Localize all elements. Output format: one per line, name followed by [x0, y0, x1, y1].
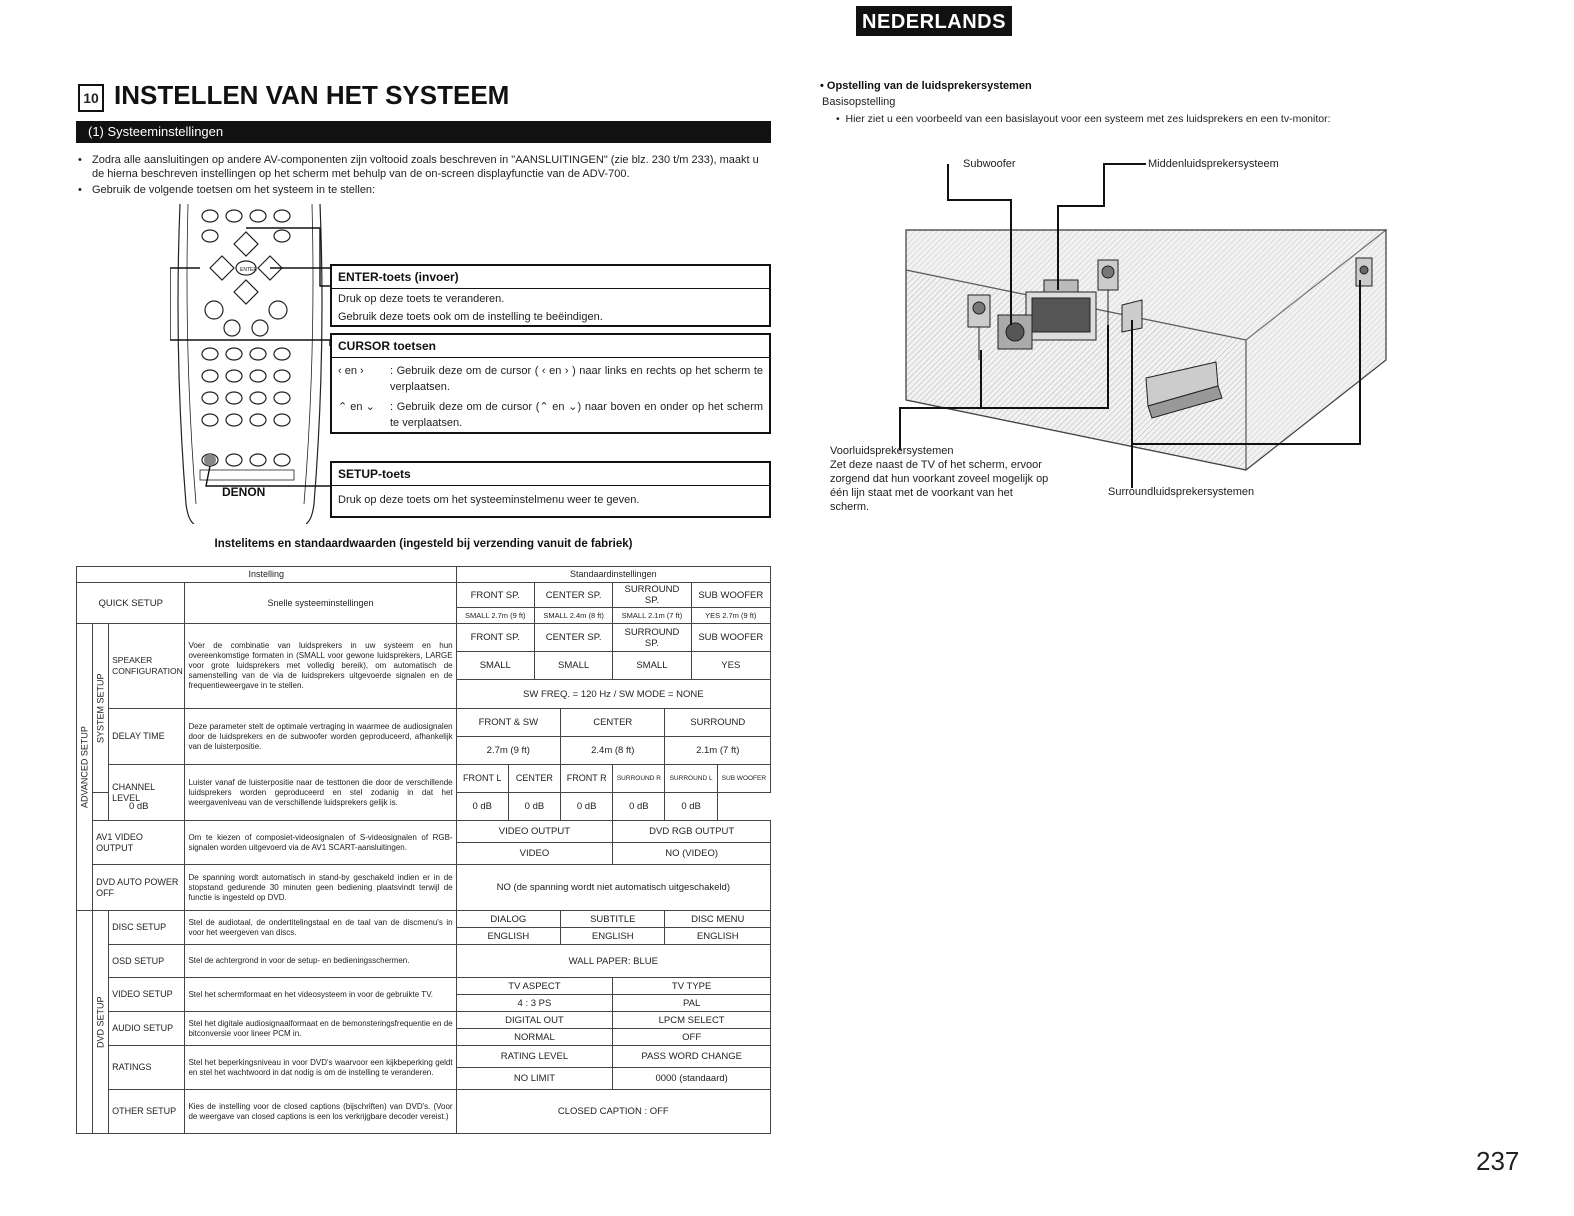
- table-cell: SURROUND SP.: [613, 583, 691, 608]
- table-cell: SMALL: [613, 652, 691, 680]
- table-cell: 0 dB: [665, 793, 717, 821]
- table-cell: 2.1m (7 ft): [665, 737, 771, 765]
- table-cell: ENGLISH: [665, 928, 771, 945]
- enter-key-line-2: Gebruik deze toets ook om de instelling te beëindigen.: [338, 311, 603, 323]
- delay-time-name: DELAY TIME: [109, 709, 185, 765]
- table-cell: 4 : 3 PS: [456, 995, 613, 1012]
- remote-control-illustration: [170, 204, 330, 524]
- table-cell: DVD RGB OUTPUT: [613, 821, 771, 843]
- label-center-speaker: Middenluidsprekersysteem: [1148, 158, 1279, 170]
- table-cell: DISC MENU: [665, 911, 771, 928]
- table-cell: WALL PAPER: BLUE: [456, 945, 770, 978]
- audio-setup-name: AUDIO SETUP: [109, 1012, 185, 1046]
- dvd-auto-power-off-name: DVD AUTO POWER OFF: [93, 865, 185, 911]
- label-front-speakers-desc: Zet deze naast de TV of het scherm, ervoor zorgend dat hun voorkant zoveel mogelijk op één lijn staat met de voorkant van het scherm.: [830, 459, 1049, 513]
- ratings-name: RATINGS: [109, 1046, 185, 1090]
- label-subwoofer: Subwoofer: [963, 158, 1016, 170]
- remote-brand: DENON: [222, 485, 266, 499]
- setup-key-text: Druk op deze toets om het systeeminstelmenu weer te geven.: [338, 494, 640, 506]
- osd-setup-name: OSD SETUP: [109, 945, 185, 978]
- group-spacer: [77, 911, 93, 1134]
- disc-setup-name: DISC SETUP: [109, 911, 185, 945]
- table-cell: SMALL 2.1m (7 ft): [613, 608, 691, 624]
- av1-video-output-name: AV1 VIDEO OUTPUT: [93, 821, 185, 865]
- chapter-number: 10: [78, 84, 104, 112]
- header-default: Standaardinstellingen: [456, 567, 770, 583]
- table-cell: SURROUND SP.: [613, 624, 691, 652]
- table-cell: CENTER: [561, 709, 665, 737]
- table-cell: 0 dB: [508, 793, 560, 821]
- speaker-setup-heading: • Opstelling van de luidsprekersystemen: [820, 80, 1032, 92]
- table-cell: 0 dB: [93, 793, 185, 821]
- table-cell: VIDEO OUTPUT: [456, 821, 613, 843]
- table-cell: CENTER SP.: [534, 583, 612, 608]
- table-cell: ENGLISH: [561, 928, 665, 945]
- cursor-lr-label: ‹ en ›: [338, 365, 364, 377]
- table-cell: DIGITAL OUT: [456, 1012, 613, 1029]
- speaker-setup-bullet: • Hier ziet u een voorbeeld van een basislayout voor een systeem met zes luidsprekers en een tv-monitor:: [836, 113, 1331, 125]
- ratings-desc: Stel het beperkingsniveau in voor DVD's waarvoor een kijkbeperking geldt en stel het wachtwoord in dat nodig is om de instelling te veranderen.: [185, 1046, 456, 1090]
- table-cell: 0 dB: [456, 793, 508, 821]
- table-cell: 0 dB: [613, 793, 665, 821]
- settings-table: [76, 566, 771, 1134]
- table-cell: 0000 (standaard): [613, 1068, 771, 1090]
- label-front-speakers: Voorluidsprekersystemen: [830, 445, 954, 457]
- table-cell: SUB WOOFER: [691, 624, 770, 652]
- disc-setup-desc: Stel de audiotaal, de ondertitelingstaal en de taal van de discmenu's in voor het weergeven van discs.: [185, 911, 456, 945]
- table-cell: SW FREQ. = 120 Hz / SW MODE = NONE: [456, 680, 770, 709]
- cursor-ud-label: ⌃ en ⌄: [338, 401, 375, 413]
- table-cell: SUBTITLE: [561, 911, 665, 928]
- av1-video-output-desc: Om te kiezen of composiet-videosignalen of S-videosignalen of RGB-signalen worden uitgevoerd via de AV1 SCART-aansluitingen.: [185, 821, 456, 865]
- table-cell: TV TYPE: [613, 978, 771, 995]
- page-title: INSTELLEN VAN HET SYSTEEM: [114, 80, 510, 110]
- enter-key-line-1: Druk op deze toets te veranderen.: [338, 293, 505, 305]
- table-cell: SUB WOOFER: [717, 765, 770, 793]
- table-cell: CLOSED CAPTION : OFF: [456, 1090, 770, 1134]
- table-cell: TV ASPECT: [456, 978, 613, 995]
- table-caption: Instelitems en standaardwaarden (ingesteld bij verzending vanuit de fabriek): [214, 538, 633, 550]
- group-system-setup: SYSTEM SETUP: [93, 624, 109, 793]
- quick-setup-name: QUICK SETUP: [77, 583, 185, 624]
- delay-time-desc: Deze parameter stelt de optimale vertraging in waarmee de audiosignalen door de luidsprekers en de subwoofer worden geproduceerd, afhankelijk van de luisterpositie.: [185, 709, 456, 765]
- table-cell: NO LIMIT: [456, 1068, 613, 1090]
- table-cell: FRONT L: [456, 765, 508, 793]
- table-cell: RATING LEVEL: [456, 1046, 613, 1068]
- cursor-ud-text: : Gebruik deze om de cursor (⌃ en ⌄) naar boven en onder op het scherm te verplaatsen.: [390, 401, 763, 429]
- table-cell: YES 2.7m (9 ft): [691, 608, 770, 624]
- enter-key-title: ENTER-toets (invoer): [332, 266, 769, 289]
- video-setup-desc: Stel het schermformaat en het videosysteem in voor de gebruikte TV.: [185, 978, 456, 1012]
- table-cell: FRONT R: [561, 765, 613, 793]
- dvd-auto-power-off-desc: De spanning wordt automatisch in stand-by geschakeld indien er in de stopstand gedurende 30 minuten geen bediening plaatsvindt terwijl de functie is ingesteld op DVD.: [185, 865, 456, 911]
- speaker-config-name: SPEAKER CONFIGURATION: [109, 624, 185, 709]
- table-cell: PASS WORD CHANGE: [613, 1046, 771, 1068]
- osd-setup-desc: Stel de achtergrond in voor de setup- en bedieningsschermen.: [185, 945, 456, 978]
- quick-setup-desc: Snelle systeeminstellingen: [185, 583, 456, 624]
- channel-level-desc: Luister vanaf de luisterpositie naar de testtonen die door de verschillende luidsprekers worden geproduceerd en stel zodanig in dat het weergaveniveau van de verschillende luidsprekers gelijk is.: [185, 765, 456, 821]
- table-cell: FRONT SP.: [456, 583, 534, 608]
- group-advanced-setup: ADVANCED SETUP: [77, 624, 93, 911]
- other-setup-desc: Kies de instelling voor de closed captions (bijschriften) van DVD's. (Voor de weergave van closed captions is een los verkrijgbare decoder vereist.): [185, 1090, 456, 1134]
- table-cell: SMALL: [456, 652, 534, 680]
- group-dvd-setup: DVD SETUP: [93, 911, 109, 1134]
- label-surround-speakers: Surroundluidsprekersystemen: [1108, 486, 1255, 498]
- table-cell: FRONT SP.: [456, 624, 534, 652]
- cursor-keys-callout: [330, 333, 771, 434]
- page-number: 237: [1476, 1146, 1520, 1176]
- table-cell: NORMAL: [456, 1029, 613, 1046]
- table-cell: CENTER: [508, 765, 560, 793]
- table-cell: PAL: [613, 995, 771, 1012]
- table-cell: SURROUND: [665, 709, 771, 737]
- other-setup-name: OTHER SETUP: [109, 1090, 185, 1134]
- table-cell: LPCM SELECT: [613, 1012, 771, 1029]
- table-cell: SUB WOOFER: [691, 583, 770, 608]
- table-cell: ENGLISH: [456, 928, 560, 945]
- table-cell: 2.4m (8 ft): [561, 737, 665, 765]
- language-badge: NEDERLANDS: [856, 6, 1012, 36]
- table-cell: SMALL 2.7m (9 ft): [456, 608, 534, 624]
- table-cell: SMALL 2.4m (8 ft): [534, 608, 612, 624]
- table-cell: VIDEO: [456, 843, 613, 865]
- setup-key-callout: [330, 461, 771, 518]
- table-cell: CENTER SP.: [534, 624, 612, 652]
- section-bar: (1) Systeeminstellingen: [76, 121, 771, 143]
- audio-setup-desc: Stel het digitale audiosignaalformaat en de bemonsteringsfrequentie en de bitconversie voor lineer PCM in.: [185, 1012, 456, 1046]
- intro-bullet-2: • Gebruik de volgende toetsen om het systeem in te stellen:: [92, 183, 772, 197]
- setup-key-title: SETUP-toets: [332, 463, 769, 486]
- table-cell: 0 dB: [561, 793, 613, 821]
- intro-bullet-1: • Zodra alle aansluitingen op andere AV-componenten zijn voltooid zoals beschreven in "AANSLUITINGEN" (zie blz. 230 t/m 233), maakt u de hierna beschreven instellingen op het scherm met behulp van de on-screen displayfunctie van de ADV-700.: [92, 153, 772, 181]
- remote-enter-label: ENTER: [240, 267, 257, 273]
- video-setup-name: VIDEO SETUP: [109, 978, 185, 1012]
- table-cell: OFF: [613, 1029, 771, 1046]
- table-cell: FRONT & SW: [456, 709, 560, 737]
- table-cell: NO (de spanning wordt niet automatisch uitgeschakeld): [456, 865, 770, 911]
- speaker-setup-subheading: Basisopstelling: [822, 96, 896, 108]
- cursor-keys-title: CURSOR toetsen: [332, 335, 769, 358]
- channel-level-name: CHANNEL LEVEL: [109, 765, 185, 821]
- header-setting: Instelling: [77, 567, 457, 583]
- table-cell: SURROUND L: [665, 765, 717, 793]
- speaker-config-desc: Voer de combinatie van luidsprekers in uw systeem en hun overeenkomstige formaten in (SMALL voor gewone luidsprekers, LARGE voor grote luidsprekers met volledig bereik), om automatisch de samenstelling van de via de luidsprekers uitgevoerde signalen en de frequentieweergave in te stellen.: [185, 624, 456, 709]
- table-cell: DIALOG: [456, 911, 560, 928]
- table-cell: YES: [691, 652, 770, 680]
- enter-key-callout: [330, 264, 771, 327]
- table-cell: SURROUND R: [613, 765, 665, 793]
- table-cell: NO (VIDEO): [613, 843, 771, 865]
- table-cell: 2.7m (9 ft): [456, 737, 560, 765]
- cursor-lr-text: : Gebruik deze om de cursor ( ‹ en › ) naar links en rechts op het scherm te verplaatsen.: [390, 365, 763, 393]
- table-cell: SMALL: [534, 652, 612, 680]
